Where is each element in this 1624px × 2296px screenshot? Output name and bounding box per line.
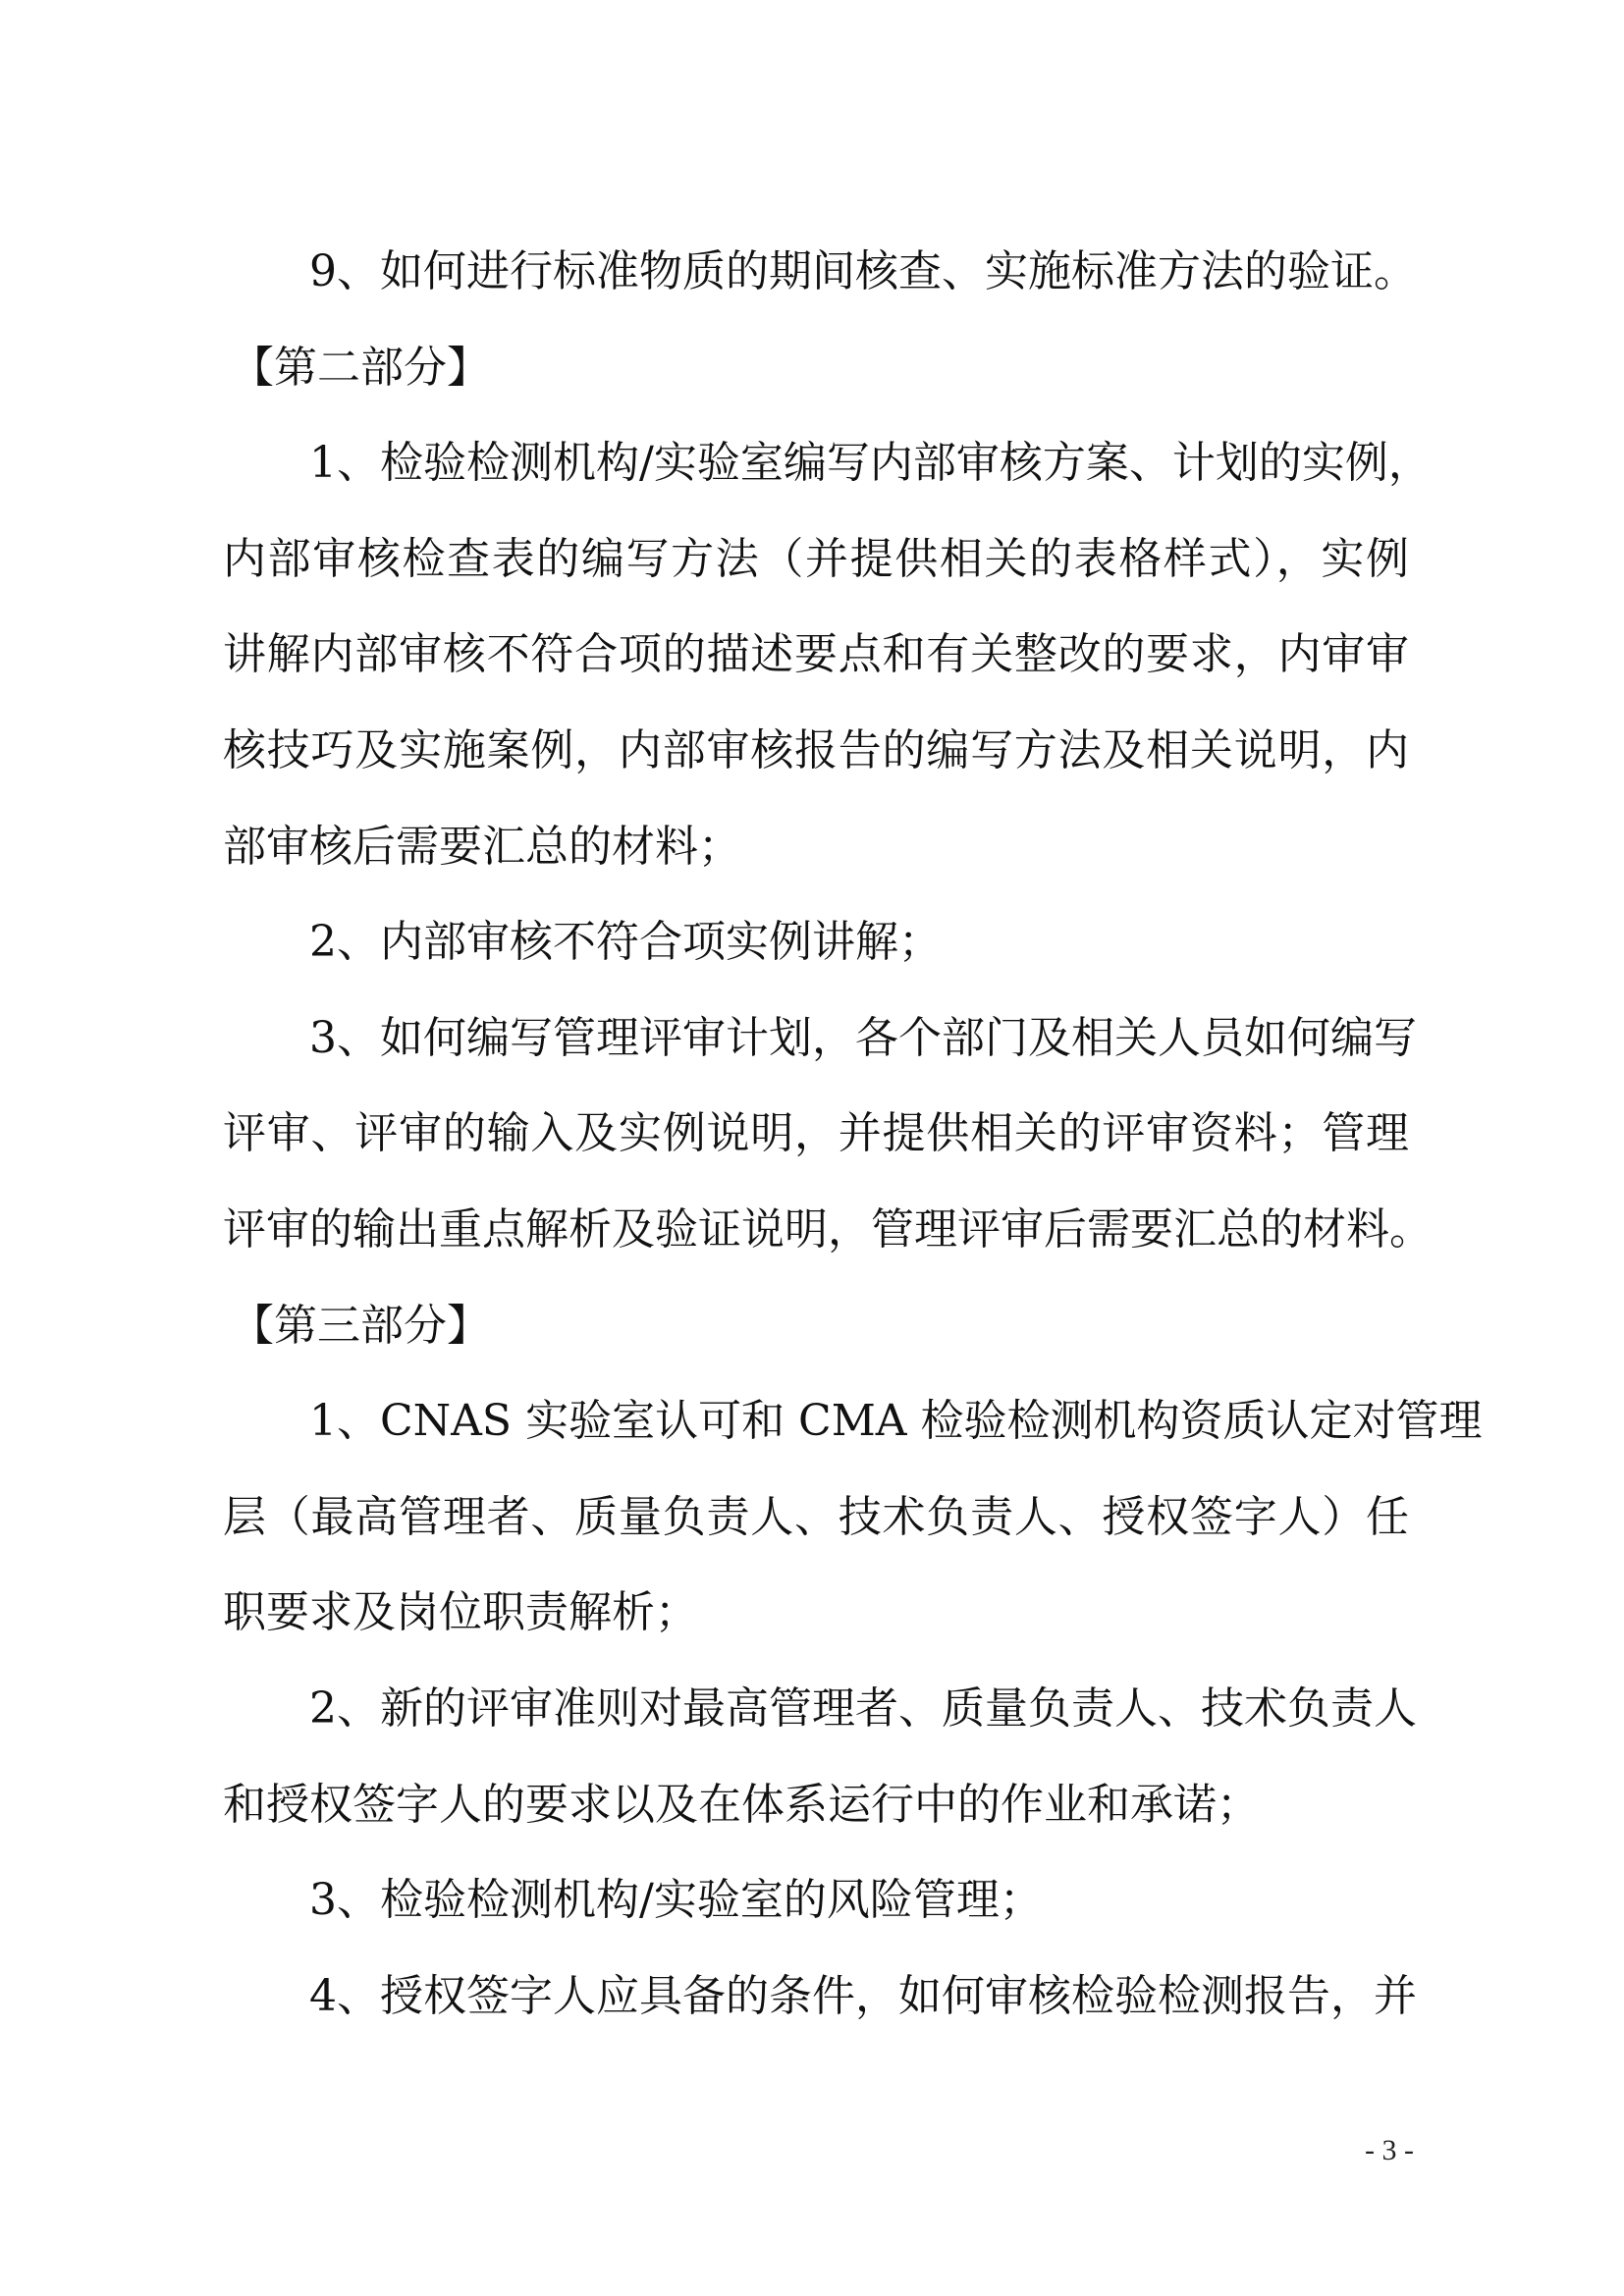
paragraph-line: 2、内部审核不符合项实例讲解； bbox=[309, 917, 942, 968]
paragraph-line: 职要求及岗位职责解析； bbox=[223, 1587, 698, 1638]
paragraph-line: 9、如何进行标准物质的期间核查、实施标准方法的验证。 bbox=[309, 246, 1417, 296]
paragraph-line: 2、新的评审准则对最高管理者、质量负责人、技术负责人 bbox=[309, 1682, 1417, 1734]
paragraph-line: 评审、评审的输入及实例说明，并提供相关的评审资料；管理 bbox=[223, 1108, 1409, 1159]
paragraph-line: 内部审核检查表的编写方法（并提供相关的表格样式），实例 bbox=[223, 533, 1409, 584]
paragraph-line: 和授权签字人的要求以及在体系运行中的作业和承诺； bbox=[223, 1779, 1260, 1830]
paragraph-line: 1、检验检测机构/实验室编写内部审核方案、计划的实例， bbox=[309, 438, 1432, 489]
document-body bbox=[223, 224, 1483, 2044]
paragraph-line: 评审的输出重点解析及验证说明，管理评审后需要汇总的材料。 bbox=[223, 1203, 1433, 1255]
paragraph-line: 讲解内部审核不符合项的描述要点和有关整改的要求，内审审 bbox=[223, 629, 1409, 680]
section-heading: 【第二部分】 bbox=[231, 342, 490, 393]
page-number: - 3 - bbox=[1365, 2134, 1414, 2166]
paragraph-line: 核技巧及实施案例，内部审核报告的编写方法及相关说明，内 bbox=[223, 724, 1409, 775]
paragraph-line: 4、授权签字人应具备的条件，如何审核检验检测报告，并 bbox=[309, 1970, 1417, 2021]
paragraph-line: 层（最高管理者、质量负责人、技术负责人、授权签字人）任 bbox=[223, 1491, 1409, 1542]
paragraph-line: 3、如何编写管理评审计划，各个部门及相关人员如何编写 bbox=[309, 1012, 1417, 1063]
paragraph-line: 部审核后需要汇总的材料； bbox=[223, 821, 741, 872]
paragraph-line: 3、检验检测机构/实验室的风险管理； bbox=[309, 1875, 1043, 1926]
paragraph-line: 1、CNAS 实验室认可和 CMA 检验检测机构资质认定对管理 bbox=[309, 1396, 1483, 1447]
section-heading: 【第三部分】 bbox=[231, 1300, 490, 1351]
